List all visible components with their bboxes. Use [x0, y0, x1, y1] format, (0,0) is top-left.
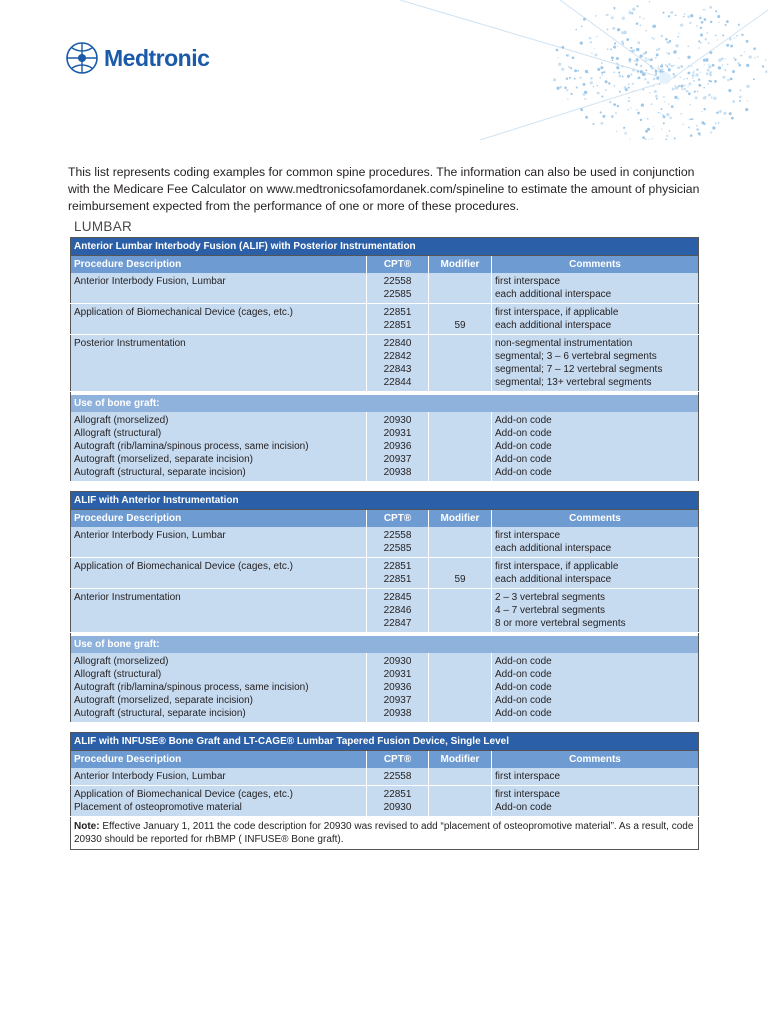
cpt-code-line: 22844: [383, 377, 412, 388]
cpt-code-line: 20931: [383, 428, 412, 439]
coding-table: [70, 237, 699, 482]
comments-line: first interspace: [495, 276, 561, 287]
comments: [492, 653, 699, 723]
cpt-code-line: 20930: [383, 802, 412, 813]
cpt-code: [367, 558, 429, 589]
comments-line: each additional interspace: [495, 543, 612, 554]
cpt-code-line: 20937: [383, 454, 412, 465]
table-title: Anterior Lumbar Interbody Fusion (ALIF) with Posterior Instrumentation: [71, 238, 699, 256]
cpt-code: [367, 335, 429, 392]
note: [71, 817, 699, 850]
table-row: [71, 412, 699, 482]
procedure-description: [71, 786, 367, 817]
cpt-code-line: 22851: [383, 574, 412, 585]
modifier: [429, 273, 492, 304]
table-row: [71, 768, 699, 786]
comments: [492, 589, 699, 633]
column-header-desc: Procedure Description: [71, 751, 367, 769]
comments-line: segmental; 3 – 6 vertebral segments: [495, 351, 657, 362]
procedure-description: [71, 412, 367, 482]
modifier: [429, 786, 492, 817]
cpt-code: [367, 786, 429, 817]
comments-line: Add-on code: [495, 428, 552, 439]
table-row: [71, 786, 699, 817]
modifier: [429, 653, 492, 723]
procedure-description-line: Autograft (structural, separate incision): [74, 708, 246, 719]
cpt-code-line: 22558: [383, 276, 412, 287]
cpt-code: [367, 768, 429, 786]
comments-line: Add-on code: [495, 708, 552, 719]
comments-line: first interspace: [495, 771, 561, 782]
comments-line: 2 – 3 vertebral segments: [495, 592, 606, 603]
table-row: [71, 335, 699, 392]
comments: [492, 412, 699, 482]
procedure-description: [71, 589, 367, 633]
procedure-description-line: Allograft (structural): [74, 669, 162, 680]
procedure-description: [71, 768, 367, 786]
cpt-code-line: 20936: [383, 441, 412, 452]
procedure-description-line: Anterior Interbody Fusion, Lumbar: [74, 771, 226, 782]
cpt-code-line: 20936: [383, 682, 412, 693]
medtronic-logo-icon: [64, 40, 100, 76]
comments: [492, 304, 699, 335]
cpt-code: [367, 412, 429, 482]
comments: [492, 786, 699, 817]
comments-line: segmental; 13+ vertebral segments: [495, 377, 652, 388]
cpt-code-line: 22851: [383, 561, 412, 572]
procedure-description: [71, 653, 367, 723]
procedure-description-line: Placement of osteopromotive material: [74, 802, 242, 813]
note-label: Note:: [74, 821, 100, 832]
comments-line: Add-on code: [495, 441, 552, 452]
table-row: [71, 558, 699, 589]
medtronic-logo: [64, 40, 209, 76]
modifier: 59: [429, 558, 492, 589]
comments-line: first interspace: [495, 530, 561, 541]
table-row: [71, 273, 699, 304]
procedure-description-line: Anterior Instrumentation: [74, 592, 181, 603]
comments: [492, 273, 699, 304]
intro-paragraph: This list represents coding examples for common spine procedures. The information can also be used in conjunction with the Medicare Fee Calculator on www.medtronicsofamordanek.com/spineline to estimate the amount of physician reimbursement expected from the performance of one or more of these procedures.: [68, 165, 700, 213]
comments-line: each additional interspace: [495, 320, 612, 331]
cpt-code-line: 22585: [383, 289, 412, 300]
cpt-code-line: 22585: [383, 543, 412, 554]
comments-line: first interspace, if applicable: [495, 307, 619, 318]
modifier: [429, 412, 492, 482]
procedure-description-line: Allograft (morselized): [74, 415, 169, 426]
table-header: [71, 256, 699, 274]
procedure-description-line: Anterior Interbody Fusion, Lumbar: [74, 276, 226, 287]
coding-table: [70, 491, 699, 723]
table-row: [71, 304, 699, 335]
cpt-code-line: 22558: [383, 771, 412, 782]
procedure-description-line: Application of Biomechanical Device (cages, etc.): [74, 789, 293, 800]
cpt-code-line: 20938: [383, 467, 412, 478]
column-header-cpt: CPT®: [367, 751, 429, 769]
comments: [492, 558, 699, 589]
table-header: [71, 510, 699, 528]
comments-line: 4 – 7 vertebral segments: [495, 605, 606, 616]
cpt-code-line: 22558: [383, 530, 412, 541]
cpt-code-line: 22851: [383, 789, 412, 800]
column-header-comments: Comments: [492, 510, 699, 528]
brand-name: Medtronic: [104, 44, 210, 71]
modifier: [429, 335, 492, 392]
cpt-code-line: 20938: [383, 708, 412, 719]
note-text: Effective January 1, 2011 the code description for 20930 was revised to add “placement of osteopromotive material”. As a result, code 20930 should be reported for rhBMP ( INFUSE® Bone graft).: [74, 821, 694, 845]
cpt-code: [367, 273, 429, 304]
procedure-description: [71, 527, 367, 558]
column-header-modifier: Modifier: [429, 510, 492, 528]
table-title: ALIF with Anterior Instrumentation: [71, 492, 699, 510]
table-row: [71, 527, 699, 558]
procedure-description-line: Application of Biomechanical Device (cages, etc.): [74, 307, 293, 318]
table-row: [71, 589, 699, 633]
procedure-description-line: Allograft (structural): [74, 428, 162, 439]
cpt-code: [367, 589, 429, 633]
procedure-description: [71, 273, 367, 304]
cpt-code-line: 22851: [383, 320, 412, 331]
coding-table: [70, 732, 699, 850]
table-header: [71, 751, 699, 769]
procedure-description-line: Autograft (rib/lamina/spinous process, same incision): [74, 682, 309, 693]
cpt-code: [367, 653, 429, 723]
procedure-description: [71, 335, 367, 392]
modifier: [429, 527, 492, 558]
comments: [492, 527, 699, 558]
subsection-heading: Use of bone graft:: [71, 395, 699, 412]
comments-line: each additional interspace: [495, 574, 612, 585]
column-header-cpt: CPT®: [367, 510, 429, 528]
comments: [492, 335, 699, 392]
procedure-description-line: Autograft (morselized, separate incision): [74, 454, 253, 465]
cpt-code-line: 20930: [383, 415, 412, 426]
comments: [492, 768, 699, 786]
comments-line: Add-on code: [495, 454, 552, 465]
procedure-description: [71, 304, 367, 335]
comments-line: Add-on code: [495, 656, 552, 667]
column-header-modifier: Modifier: [429, 751, 492, 769]
procedure-description-line: Posterior Instrumentation: [74, 338, 186, 349]
cpt-code-line: 22846: [383, 605, 412, 616]
cpt-code-line: 20931: [383, 669, 412, 680]
comments-line: each additional interspace: [495, 289, 612, 300]
cpt-code: [367, 304, 429, 335]
coding-tables: [70, 237, 698, 850]
column-header-modifier: Modifier: [429, 256, 492, 274]
cpt-code-line: 22847: [383, 618, 412, 629]
procedure-description-line: Autograft (morselized, separate incision): [74, 695, 253, 706]
comments-line: segmental; 7 – 12 vertebral segments: [495, 364, 663, 375]
cpt-code-line: 22845: [383, 592, 412, 603]
comments-line: Add-on code: [495, 415, 552, 426]
comments-line: first interspace, if applicable: [495, 561, 619, 572]
procedure-description-line: Allograft (morselized): [74, 656, 169, 667]
modifier: [429, 768, 492, 786]
procedure-description-line: Application of Biomechanical Device (cages, etc.): [74, 561, 293, 572]
cpt-code: [367, 527, 429, 558]
comments-line: 8 or more vertebral segments: [495, 618, 626, 629]
modifier: [429, 589, 492, 633]
column-header-cpt: CPT®: [367, 256, 429, 274]
comments-line: first interspace: [495, 789, 561, 800]
modifier: 59: [429, 304, 492, 335]
comments-line: Add-on code: [495, 695, 552, 706]
comments-line: non-segmental instrumentation: [495, 338, 633, 349]
column-header-desc: Procedure Description: [71, 256, 367, 274]
column-header-comments: Comments: [492, 256, 699, 274]
section-label: LUMBAR: [74, 219, 133, 234]
table-row: [71, 653, 699, 723]
procedure-description-line: Autograft (rib/lamina/spinous process, same incision): [74, 441, 309, 452]
comments-line: Add-on code: [495, 682, 552, 693]
comments-line: Add-on code: [495, 669, 552, 680]
decorative-dot-pattern: [360, 0, 768, 140]
column-header-comments: Comments: [492, 751, 699, 769]
procedure-description-line: Autograft (structural, separate incision): [74, 467, 246, 478]
cpt-code-line: 22851: [383, 307, 412, 318]
procedure-description-line: Anterior Interbody Fusion, Lumbar: [74, 530, 226, 541]
table-title: ALIF with INFUSE® Bone Graft and LT-CAGE® Lumbar Tapered Fusion Device, Single Level: [71, 733, 699, 751]
cpt-code-line: 20930: [383, 656, 412, 667]
cpt-code-line: 20937: [383, 695, 412, 706]
comments-line: Add-on code: [495, 802, 552, 813]
cpt-code-line: 22843: [383, 364, 412, 375]
column-header-desc: Procedure Description: [71, 510, 367, 528]
comments-line: Add-on code: [495, 467, 552, 478]
cpt-code-line: 22842: [383, 351, 412, 362]
subsection-heading: Use of bone graft:: [71, 636, 699, 653]
cpt-code-line: 22840: [383, 338, 412, 349]
procedure-description: [71, 558, 367, 589]
